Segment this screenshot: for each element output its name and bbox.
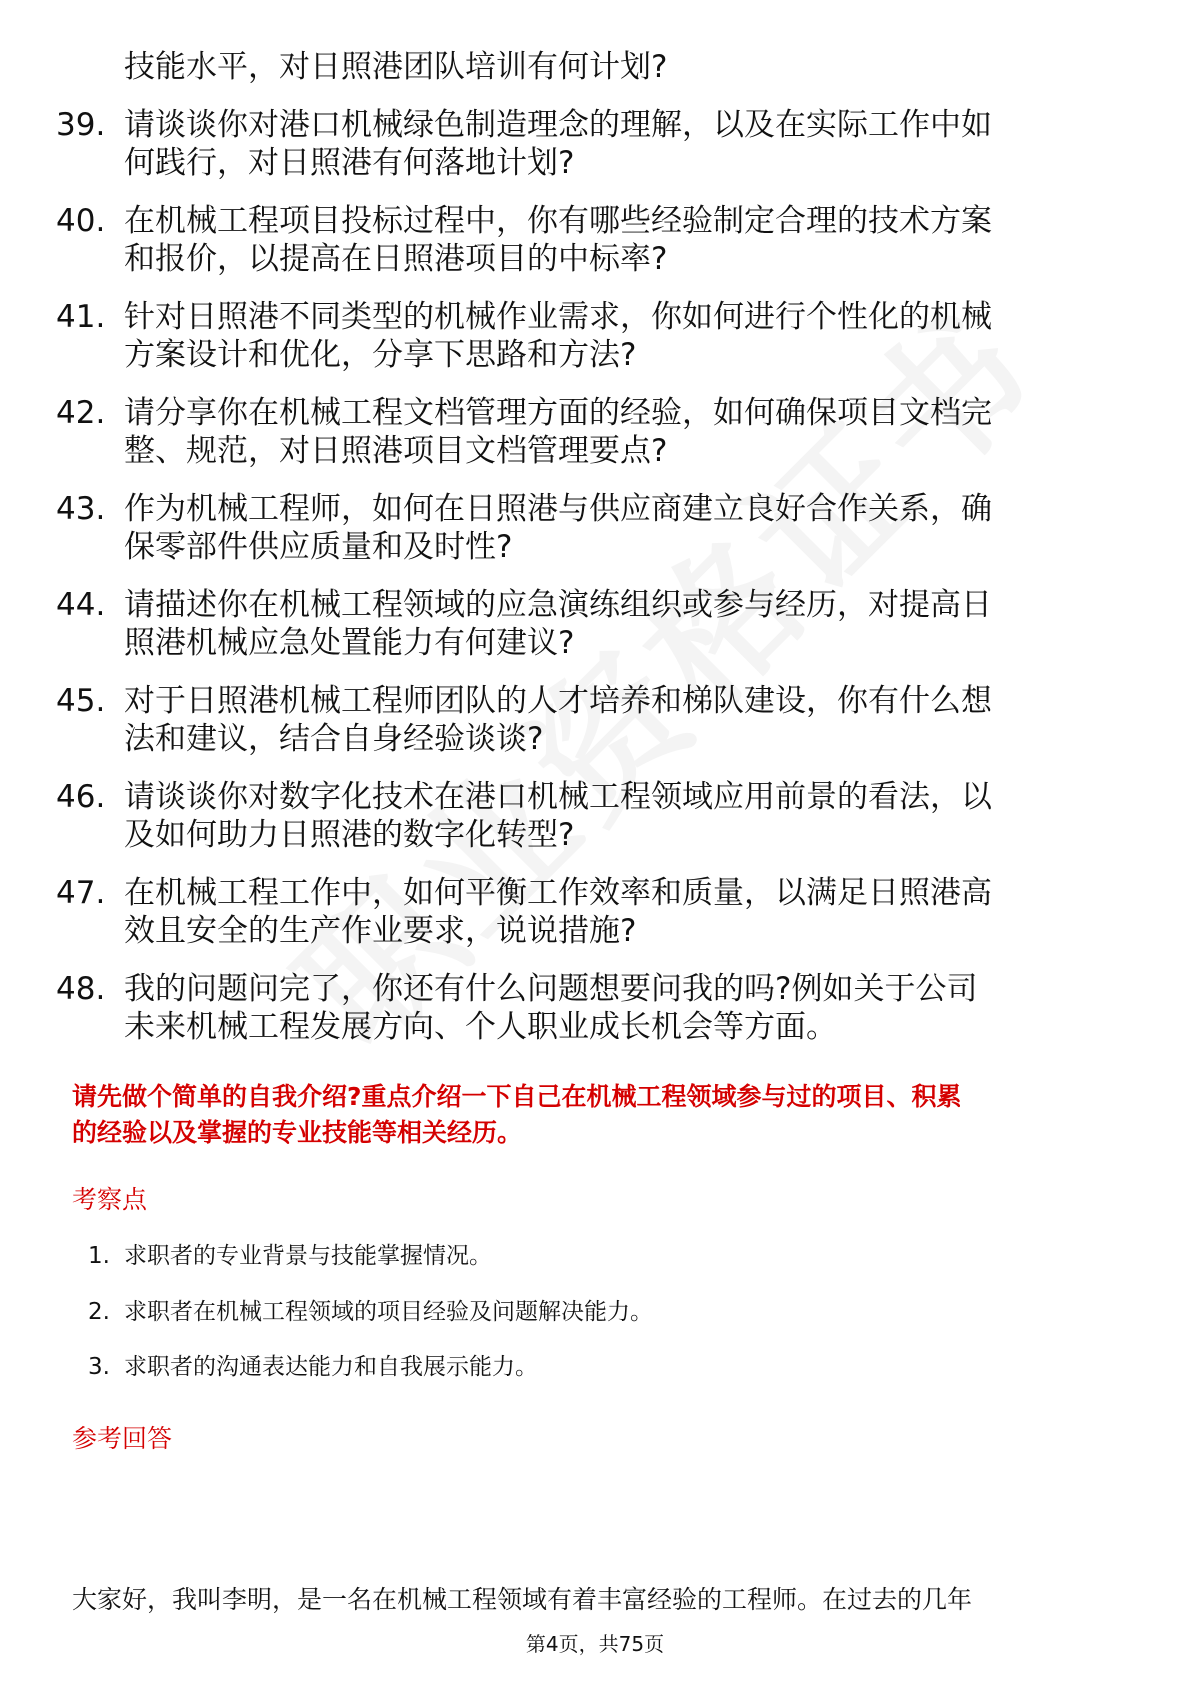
question-number: 48. [56,971,106,1007]
question-text-line1: 针对日照港不同类型的机械作业需求，你如何进行个性化的机械 [124,299,992,335]
question-number: 46. [56,779,106,815]
question-text-line2: 及如何助力日照港的数字化转型? [124,817,575,853]
question-number: 40. [56,203,106,239]
exam-point-text: 求职者的专业背景与技能掌握情况。 [124,1243,492,1269]
question-text-line1: 请谈谈你对港口机械绿色制造理念的理解，以及在实际工作中如 [124,107,992,143]
reference-answer-title: 参考回答 [72,1424,173,1453]
question-38-continued: 技能水平，对日照港团队培训有何计划? [124,49,668,85]
interview-question-heading-line1: 请先做个简单的自我介绍?重点介绍一下自己在机械工程领域参与过的项目、积累 [72,1082,962,1111]
question-text-line2: 未来机械工程发展方向、个人职业成长机会等方面。 [124,1009,837,1045]
question-text-line1: 在机械工程项目投标过程中，你有哪些经验制定合理的技术方案 [124,203,992,239]
question-text-line1: 作为机械工程师，如何在日照港与供应商建立良好合作关系，确 [124,491,992,527]
question-text-line1: 请谈谈你对数字化技术在港口机械工程领域应用前景的看法，以 [124,779,992,815]
exam-point-text: 求职者的沟通表达能力和自我展示能力。 [124,1354,538,1380]
question-text-line2: 效且安全的生产作业要求，说说措施? [124,913,637,949]
watermark [244,252,1076,1084]
question-text-line2: 整、规范，对日照港项目文档管理要点? [124,433,668,469]
interview-question-heading-line2: 的经验以及掌握的专业技能等相关经历。 [72,1118,523,1147]
question-number: 45. [56,683,106,719]
exam-point-number: 2. [88,1299,110,1325]
question-text-line2: 和报价，以提高在日照港项目的中标率? [124,241,668,277]
question-text-line2: 方案设计和优化，分享下思路和方法? [124,337,637,373]
question-text-line2: 法和建议，结合自身经验谈谈? [124,721,544,757]
exam-points-title: 考察点 [72,1185,148,1214]
question-text-line2: 何践行，对日照港有何落地计划? [124,145,575,181]
question-text-line1: 请分享你在机械工程文档管理方面的经验，如何确保项目文档完 [124,395,992,431]
question-text-line2: 照港机械应急处置能力有何建议? [124,625,575,661]
exam-point-text: 求职者在机械工程领域的项目经验及问题解决能力。 [124,1299,653,1325]
reference-answer-text: 大家好，我叫李明，是一名在机械工程领域有着丰富经验的工程师。在过去的几年 [72,1585,973,1614]
question-text-line1: 在机械工程工作中，如何平衡工作效率和质量，以满足日照港高 [124,875,992,911]
question-number: 42. [56,395,106,431]
question-number: 44. [56,587,106,623]
question-text-line1: 请描述你在机械工程领域的应急演练组织或参与经历，对提高日 [124,587,992,623]
question-text-line1: 对于日照港机械工程师团队的人才培养和梯队建设，你有什么想 [124,683,992,719]
question-text-line2: 保零部件供应质量和及时性? [124,529,513,565]
exam-point-number: 3. [88,1354,110,1380]
question-number: 43. [56,491,106,527]
question-number: 41. [56,299,106,335]
page-number-footer: 第4页，共75页 [525,1632,665,1656]
exam-point-number: 1. [88,1243,110,1269]
question-text-line1: 我的问题问完了，你还有什么问题想要问我的吗?例如关于公司 [124,971,978,1007]
question-number: 39. [56,107,106,143]
question-number: 47. [56,875,106,911]
